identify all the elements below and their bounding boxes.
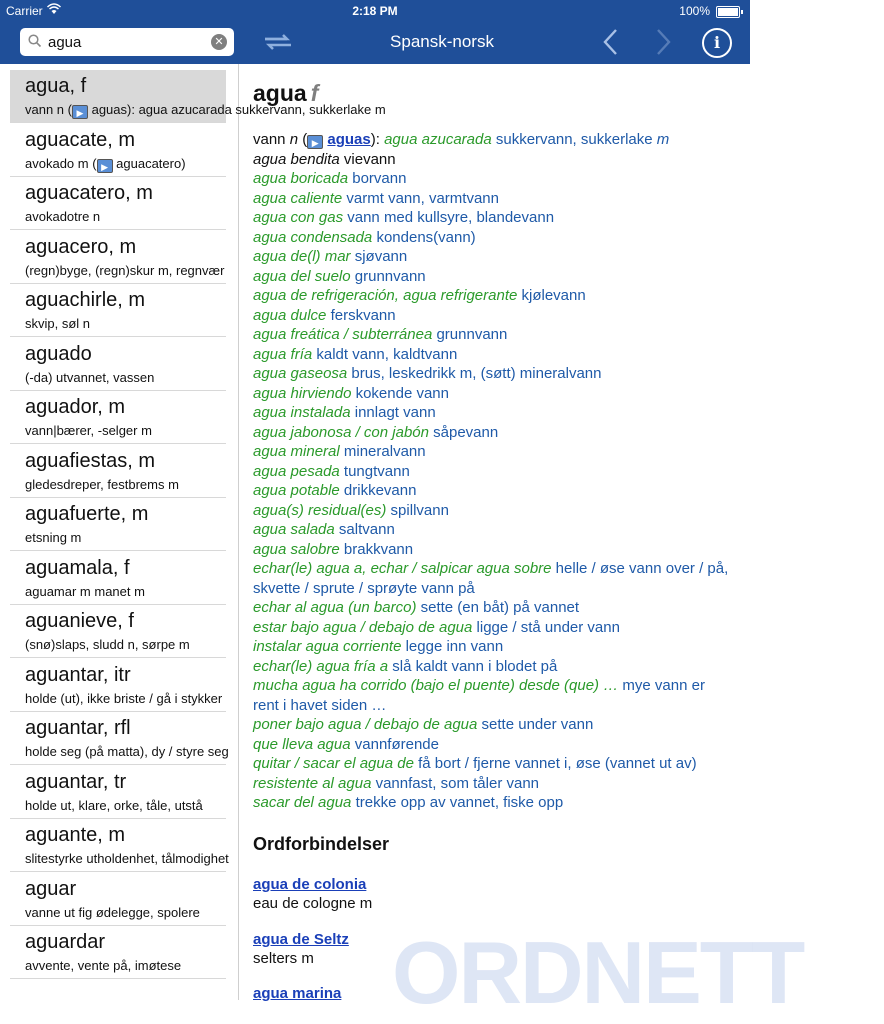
list-item-headword: aguafuerte, m [25,503,149,525]
phrase-line: agua del suelo grunnvann [253,267,426,285]
list-item[interactable] [10,445,226,498]
phrase-line: agua salobre brakkvann [253,540,414,558]
phrase-line: agua mineral mineralvann [253,443,426,460]
list-item-translation: slitestyrke utholdenhet, tålmodighet [25,851,229,866]
list-item-headword: aguacate, m [25,128,136,151]
entry-body [253,130,733,813]
list-item-headword: aguacero, m [25,235,137,258]
list-item-translation: (-da) utvannet, vassen [25,369,155,385]
list-item-headword: aguantar, rfl [25,717,131,739]
nav-bar [0,22,750,64]
phrase-line: agua pesada tungtvann [253,462,410,480]
list-item-headword: aguado [25,342,92,365]
list-item-headword: aguacatero, m [25,182,153,204]
phrase-line: mucha agua ha corrido (bajo el puente) desde (que) … mye vann er rent i havet siden … [253,677,705,714]
compound-link[interactable]: agua marina [253,985,342,1002]
list-item-translation: (regn)byge, (regn)skur m, regnvær [25,262,225,278]
phrase-bendita: agua bendita vievann [253,150,396,168]
list-item[interactable] [10,712,229,765]
list-item-headword: aguardar [25,931,106,953]
list-item-translation: holde ut, klare, orke, tåle, utstå [25,797,203,813]
phrase-line: agua dulce ferskvann [253,306,396,324]
audio-icon[interactable]: ▶ [72,105,88,119]
phrase-line: agua gaseosa brus, leskedrikk m, (søtt) mineralvann [253,365,602,382]
list-item[interactable] [10,873,226,926]
battery-percent: 100% [679,4,710,18]
entry-pane [253,64,750,1000]
clock: 2:18 PM [352,4,398,18]
dictionary-title: Spansk-norsk [390,32,494,51]
list-item[interactable] [10,605,226,658]
phrase-line: agua hirviendo kokende vann [253,384,449,402]
clear-search-icon[interactable]: ✕ [211,34,227,50]
forward-arrow-icon[interactable] [652,26,674,63]
list-item-headword: aguador, m [25,396,126,418]
list-item-headword: aguanieve, f [25,610,134,632]
list-item[interactable] [10,926,226,979]
compound-ref [253,985,341,1002]
list-item[interactable] [10,124,226,177]
list-item-translation: vanne ut fig ødelegge, spolere [25,904,200,920]
list-item[interactable] [10,284,226,337]
compound-link[interactable]: agua de Seltz [253,931,349,948]
list-item-translation: etsning m [25,530,82,545]
list-item[interactable] [10,498,226,551]
list-item-headword: aguamala, f [25,556,130,579]
phrase-line: agua potable drikkevann [253,482,417,499]
list-item[interactable] [10,177,226,230]
phrase-line: agua de(l) mar sjøvann [253,248,408,265]
info-icon[interactable]: i [702,28,732,58]
list-item-translation: gledesdreper, festbrems m [25,476,179,492]
list-item-headword: aguachirle, m [25,289,146,311]
back-arrow-icon[interactable] [600,26,622,63]
phrase-line: poner bajo agua / debajo de agua sette under vann [253,716,594,733]
phrase-line: agua fría kaldt vann, kaldtvann [253,345,458,363]
entry-gender: f [310,80,319,106]
phrase-line: agua caliente varmt vann, varmtvann [253,189,499,207]
list-item-translation: avokado m ( ▶ aguacatero) [25,155,186,172]
phrase-line: agua jabonosa / con jabón såpevann [253,423,499,441]
list-item[interactable] [10,819,229,872]
phrase-line: agua instalada innlagt vann [253,404,436,421]
phrase-line: estar bajo agua / debajo de agua ligge / stå under vann [253,618,620,636]
phrase-line: agua condensada kondens(vann) [253,228,476,246]
list-item-translation: holde (ut), ikke briste / gå i stykker [25,690,223,706]
list-item-translation: holde seg (på matta), dy / styre seg [25,744,229,759]
list-item-translation: vann n ( ▶ aguas): agua azucarada sukkervann, sukkerlake m [25,102,386,118]
list-item[interactable] [10,766,226,819]
section-title: Ordforbindelser [253,834,390,854]
phrase-line: que lleva agua vannførende [253,735,439,753]
list-item-headword: aguantar, tr [25,770,127,793]
list-item[interactable] [10,552,226,605]
phrase-line: sacar del agua trekke opp av vannet, fiske opp [253,794,564,811]
plural-audio-icon[interactable]: ▶ [307,135,323,149]
phrase-line: resistente al agua vannfast, som tåler vann [253,774,540,792]
list-item-translation: (snø)slaps, sludd n, sørpe m [25,637,190,652]
compound-ref: agua de Seltz selters m [253,931,349,967]
compound-ref: agua de colonia eau de cologne m [253,876,373,912]
list-item[interactable] [10,70,386,123]
phrase-line: quitar / sacar el agua de få bort / fjerne vannet i, øse (vannet ut av) [253,755,697,772]
list-item[interactable] [10,338,226,391]
phrase-line: agua con gas vann med kullsyre, blandevann [253,209,555,226]
audio-icon[interactable]: ▶ [97,159,113,173]
entry-first-line: vann n ( ▶ aguas): agua azucarada sukkervann, sukkerlake m [253,131,670,148]
list-item-translation: vann|bærer, -selger m [25,423,152,438]
status-bar [0,0,750,22]
phrase-line: echar(le) agua fría a slå kaldt vann i blodet på [253,657,558,675]
list-item-translation: avvente, vente på, imøtese [25,958,182,973]
phrase-line: echar(le) agua a, echar / salpicar agua sobre helle / øse vann over / på, skvette / sprute / sprøyte vann på [253,560,729,597]
list-item[interactable] [10,231,226,284]
plural-link[interactable]: aguas [327,131,371,148]
search-input[interactable]: agua [48,34,82,51]
list-item-translation: skvip, søl n [25,316,91,331]
list-item-headword: aguafiestas, m [25,449,156,472]
phrase-line: agua(s) residual(es) spillvann [253,501,449,519]
ordnett-watermark: ORDNETT [392,923,804,1022]
list-item[interactable] [10,659,226,712]
phrase-line: echar al agua (un barco) sette (en båt) på vannet [253,599,580,616]
list-item-translation: aguamar m manet m [25,583,145,599]
phrase-line: agua de refrigeración, agua refrigerante kjølevann [253,287,586,304]
list-item-headword: aguante, m [25,824,126,846]
list-item[interactable] [10,391,226,444]
compound-link[interactable]: agua de colonia [253,876,367,893]
list-item-headword: agua, f [25,75,87,97]
carrier-label: Carrier [6,4,43,18]
list-item-headword: aguantar, itr [25,663,131,686]
battery-icon [716,6,740,18]
entry-headword: agua f [253,80,319,106]
phrase-line: instalar agua corriente legge inn vann [253,638,504,655]
list-item-headword: aguar [25,877,77,900]
phrase-line: agua freática / subterránea grunnvann [253,326,508,343]
phrase-line: agua salada saltvann [253,521,395,538]
list-item-translation: avokadotre n [25,209,101,224]
phrase-line: agua boricada borvann [253,170,407,187]
